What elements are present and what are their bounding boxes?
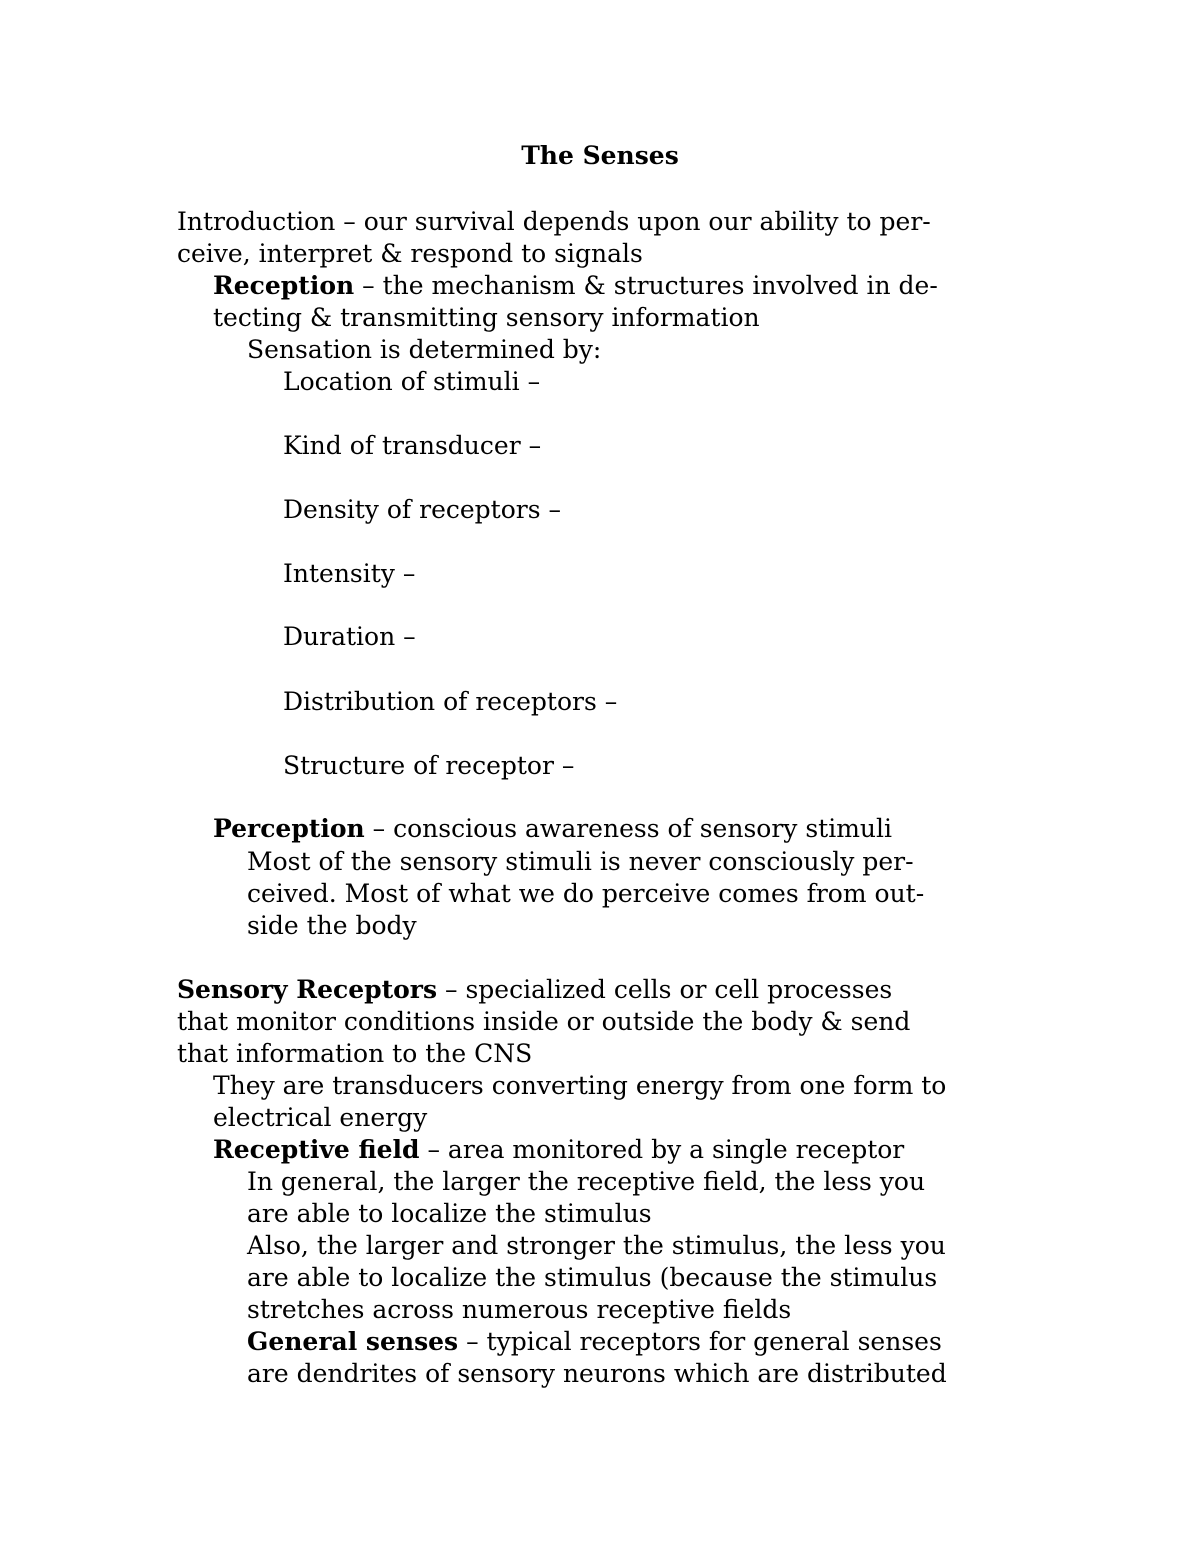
line-text: are dendrites of sensory neurons which are distributed [247, 1359, 947, 1388]
text-line [213, 1102, 427, 1134]
bold-term: Receptive field [213, 1135, 420, 1164]
line-text: Structure of receptor – [283, 751, 575, 780]
text-line [247, 910, 417, 942]
text-line [247, 1166, 925, 1198]
line-text: that monitor conditions inside or outside the body & send [177, 1007, 911, 1036]
text-line [247, 1294, 791, 1326]
text-line [283, 366, 540, 398]
line-text: are able to localize the stimulus (because the stimulus [247, 1263, 938, 1292]
line-text: Duration – [283, 622, 416, 651]
text-line [213, 1134, 904, 1166]
line-text: Intensity – [283, 559, 416, 588]
text-line [283, 558, 415, 590]
line-text: Distribution of receptors – [283, 687, 618, 716]
bold-term: Reception [213, 271, 355, 300]
line-text: – the mechanism & structures involved in de- [354, 271, 938, 300]
text-line [177, 206, 931, 238]
text-line [213, 813, 892, 845]
line-text: Introduction – our survival depends upon our ability to per- [177, 207, 931, 236]
text-line [247, 1326, 942, 1358]
line-text: Also, the larger and stronger the stimulus, the less you [247, 1231, 946, 1260]
line-text: In general, the larger the receptive field, the less you [247, 1167, 926, 1196]
text-line [283, 621, 416, 653]
line-text: are able to localize the stimulus [247, 1199, 652, 1228]
line-text: that information to the CNS [177, 1039, 533, 1068]
text-line [247, 334, 601, 366]
line-text: – area monitored by a single receptor [419, 1135, 905, 1164]
bold-term: General senses [247, 1327, 459, 1356]
line-text: – conscious awareness of sensory stimuli [364, 814, 893, 843]
line-text: Sensation is determined by: [247, 335, 602, 364]
line-text: Most of the sensory stimuli is never consciously per- [247, 847, 914, 876]
bold-term: Perception [213, 814, 365, 843]
text-line [247, 1230, 946, 1262]
line-text: – specialized cells or cell processes [437, 975, 893, 1004]
text-line [213, 1070, 946, 1102]
text-line [283, 750, 574, 782]
line-text: Location of stimuli – [283, 367, 541, 396]
text-line [283, 430, 541, 462]
line-text: ceived. Most of what we do perceive comes from out- [247, 879, 925, 908]
line-text: ceive, interpret & respond to signals [177, 239, 643, 268]
text-line [213, 302, 760, 334]
text-line [247, 846, 914, 878]
text-line [177, 238, 643, 270]
text-line [247, 878, 924, 910]
text-line [247, 1262, 937, 1294]
line-text: side the body [247, 911, 417, 940]
text-line [247, 1358, 947, 1390]
page-title: The Senses [521, 141, 679, 170]
bold-term: Sensory Receptors [177, 975, 438, 1004]
text-line [177, 974, 892, 1006]
text-line [177, 1038, 532, 1070]
text-line [213, 270, 938, 302]
text-line [177, 1006, 910, 1038]
text-line [247, 1198, 652, 1230]
line-text: stretches across numerous receptive fields [247, 1295, 792, 1324]
line-text: electrical energy [213, 1103, 428, 1132]
text-line [283, 686, 617, 718]
line-text: – typical receptors for general senses [458, 1327, 942, 1356]
line-text: Density of receptors – [283, 495, 562, 524]
text-line [283, 494, 561, 526]
line-text: They are transducers converting energy from one form to [213, 1071, 947, 1100]
line-text: Kind of transducer – [283, 431, 542, 460]
line-text: tecting & transmitting sensory information [213, 303, 760, 332]
